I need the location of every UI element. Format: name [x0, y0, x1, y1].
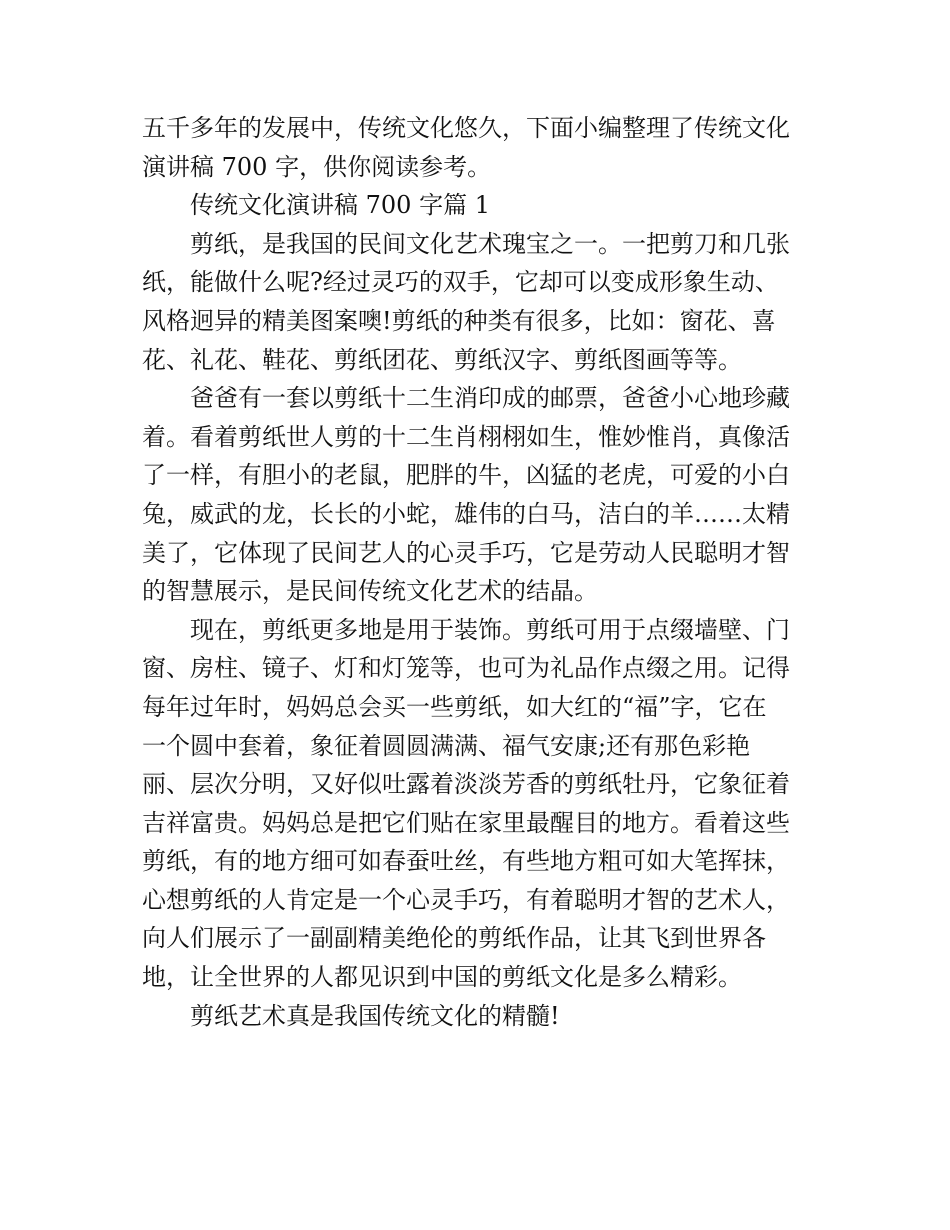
text-line: 一个圆中套着，象征着圆圆满满、福气安康;还有那色彩艳	[142, 731, 751, 760]
text-line: 的智慧展示，是民间传统文化艺术的结晶。	[142, 577, 598, 606]
text-line: 窗、房柱、镜子、灯和灯笼等，也可为礼品作点缀之用。记得	[142, 654, 790, 683]
text-line: 剪纸艺术真是我国传统文化的精髓!	[190, 1001, 560, 1030]
text-line: 演讲稿 700 字，供你阅读参考。	[142, 152, 492, 181]
text-line: 现在，剪纸更多地是用于装饰。剪纸可用于点缀墙壁、门	[190, 615, 790, 644]
text-line: 爸爸有一套以剪纸十二生消印成的邮票，爸爸小心地珍藏	[190, 384, 790, 413]
section-heading: 传统文化演讲稿 700 字篇 1	[190, 191, 490, 220]
text-line: 兔，威武的龙，长长的小蛇，雄伟的白马，洁白的羊……太精	[142, 499, 790, 528]
text-line: 每年过年时，妈妈总会买一些剪纸，如大红的“福”字，它在	[142, 692, 767, 721]
text-line: 地，让全世界的人都见识到中国的剪纸文化是多么精彩。	[142, 963, 742, 992]
text-line: 向人们展示了一副副精美绝伦的剪纸作品，让其飞到世界各	[142, 924, 766, 953]
text-line: 剪纸，是我国的民间文化艺术瑰宝之一。一把剪刀和几张	[190, 229, 790, 258]
text-line: 美了，它体现了民间艺人的心灵手巧，它是劳动人民聪明才智	[142, 538, 790, 567]
text-line: 丽、层次分明，又好似吐露着淡淡芳香的剪纸牡丹，它象征着	[142, 770, 790, 799]
text-line: 纸，能做什么呢?经过灵巧的双手，它却可以变成形象生动、	[142, 268, 779, 297]
text-line: 着。看着剪纸世人剪的十二生肖栩栩如生，惟妙惟肖，真像活	[142, 422, 790, 451]
document-body	[142, 109, 814, 1035]
text-line: 风格迥异的精美图案噢!剪纸的种类有很多，比如：窗花、喜	[142, 306, 776, 335]
text-line: 剪纸，有的地方细可如春蚕吐丝，有些地方粗可如大笔挥抹，	[142, 847, 790, 876]
text-line: 吉祥富贵。妈妈总是把它们贴在家里最醒目的地方。看着这些	[142, 808, 790, 837]
text-line: 心想剪纸的人肯定是一个心灵手巧，有着聪明才智的艺术人，	[142, 885, 790, 914]
text-line: 花、礼花、鞋花、剪纸团花、剪纸汉字、剪纸图画等等。	[142, 345, 742, 374]
text-line: 五千多年的发展中，传统文化悠久，下面小编整理了传统文化	[142, 114, 790, 142]
text-line: 了一样，有胆小的老鼠，肥胖的牛，凶猛的老虎，可爱的小白	[142, 461, 790, 490]
